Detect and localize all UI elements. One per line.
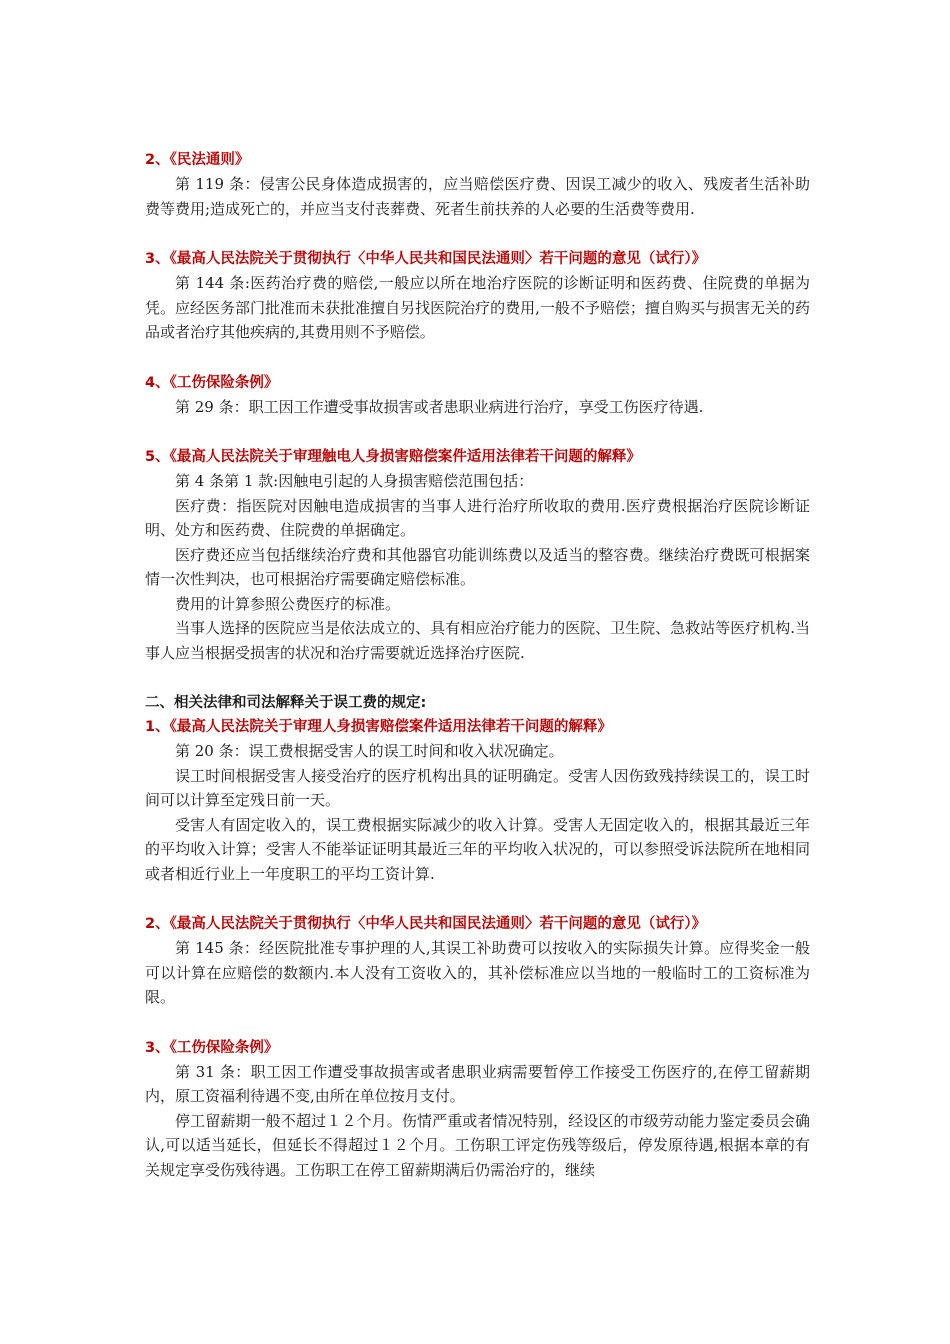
section-electric-shock	[145, 445, 810, 665]
paragraph: 误工时间根据受害人接受治疗的医疗机构出具的证明确定。受害人因伤致残持续误工的，误工时间可以计算至定残日前一天。	[145, 766, 810, 809]
paragraph: 停工留薪期一般不超过１２个月。伤情严重或者情况特别，经设区的市级劳动能力鉴定委员会确认,可以适当延长，但延长不得超过１２个月。工伤职工评定伤残等级后，停发原待遇,根据本章的有关规定享受伤残待遇。工伤职工在停工留薪期满后仍需治疗的，继续	[145, 1111, 810, 1179]
part-two-title: 二、相关法律和司法解释关于误工费的规定:	[145, 695, 427, 711]
section-personal-injury	[145, 715, 810, 886]
paragraph: 第 119 条：侵害公民身体造成损害的，应当赔偿医疗费、因误工减少的收入、残废者生活补助费等费用;造成死亡的，并应当支付丧葬费、死者生前扶养的人必要的生活费等费用.	[145, 175, 810, 218]
paragraph: 第 29 条：职工因工作遭受事故损害或者患职业病进行治疗，享受工伤医疗待遇.	[175, 397, 704, 416]
section-heading: 2、《最高人民法院关于贯彻执行〈中华人民共和国民法通则〉若干问题的意见（试行）》	[145, 916, 707, 932]
paragraph: 受害人有固定收入的，误工费根据实际减少的收入计算。受害人无固定收入的，根据其最近三年的平均收入计算；受害人不能举证证明其最近三年的平均收入状况的，可以参照受诉法院所在地相同或者相近行业上一年度职工的平均工资计算.	[145, 815, 810, 883]
section-heading: 4、《工伤保险条例》	[145, 374, 279, 391]
section-work-injury	[145, 371, 810, 420]
section-civil-law	[145, 148, 810, 221]
paragraph: 第 144 条:医药治疗费的赔偿,一般应以所在地治疗医院的诊断证明和医药费、住院费的单据为凭。应经医务部门批准而未获批准擅自另找医院治疗的费用,一般不予赔偿；擅自购买与损害无关的药品或者治疗其他疾病的,其费用则不予赔偿。	[145, 274, 810, 341]
paragraph: 第 31 条：职工因工作遭受事故损害或者患职业病需要暂停工作接受工伤医疗的,在停工留薪期内，原工资福利待遇不变,由所在单位按月支付。	[145, 1062, 810, 1105]
section-work-injury-2	[145, 1036, 810, 1183]
paragraph: 医疗费还应当包括继续治疗费和其他器官功能训练费以及适当的整容费。继续治疗费既可根据案情一次性判决，也可根据治疗需要确定赔偿标准。	[145, 545, 810, 588]
section-civil-law-opinion	[145, 247, 810, 345]
paragraph: 第 20 条：误工费根据受害人的误工时间和收入状况确定。	[175, 742, 564, 760]
section-heading: 5、《最高人民法院关于审理触电人身损害赔偿案件适用法律若干问题的解释》	[145, 449, 641, 465]
paragraph: 当事人选择的医院应当是依法成立的、具有相应治疗能力的医院、卫生院、急救站等医疗机构.当事人应当根据受损害的状况和治疗需要就近选择治疗医院.	[145, 619, 810, 662]
paragraph: 第 145 条：经医院批准专事护理的人,其误工补助费可以按收入的实际损失计算。应得奖金一般可以计算在应赔偿的数额内.本人没有工资收入的，其补偿标准应以当地的一般临时工的工资标准为限。	[145, 939, 810, 1006]
paragraph: 第 4 条第 1 款:因触电引起的人身损害赔偿范围包括：	[175, 472, 534, 490]
paragraph: 费用的计算参照公费医疗的标准。	[175, 594, 401, 613]
document-page	[145, 148, 810, 1208]
paragraph: 医疗费：指医院对因触电造成损害的当事人进行治疗所收取的费用.医疗费根据治疗医院诊断证明、处方和医药费、住院费的单据确定。	[145, 496, 810, 539]
section-heading: 3、《工伤保险条例》	[145, 1039, 279, 1056]
section-heading: 2、《民法通则》	[145, 152, 250, 168]
section-heading: 1、《最高人民法院关于审理人身损害赔偿案件适用法律若干问题的解释》	[145, 719, 612, 735]
section-civil-law-opinion-2	[145, 912, 810, 1010]
section-heading: 3、《最高人民法院关于贯彻执行〈中华人民共和国民法通则〉若干问题的意见（试行）》	[145, 251, 707, 267]
